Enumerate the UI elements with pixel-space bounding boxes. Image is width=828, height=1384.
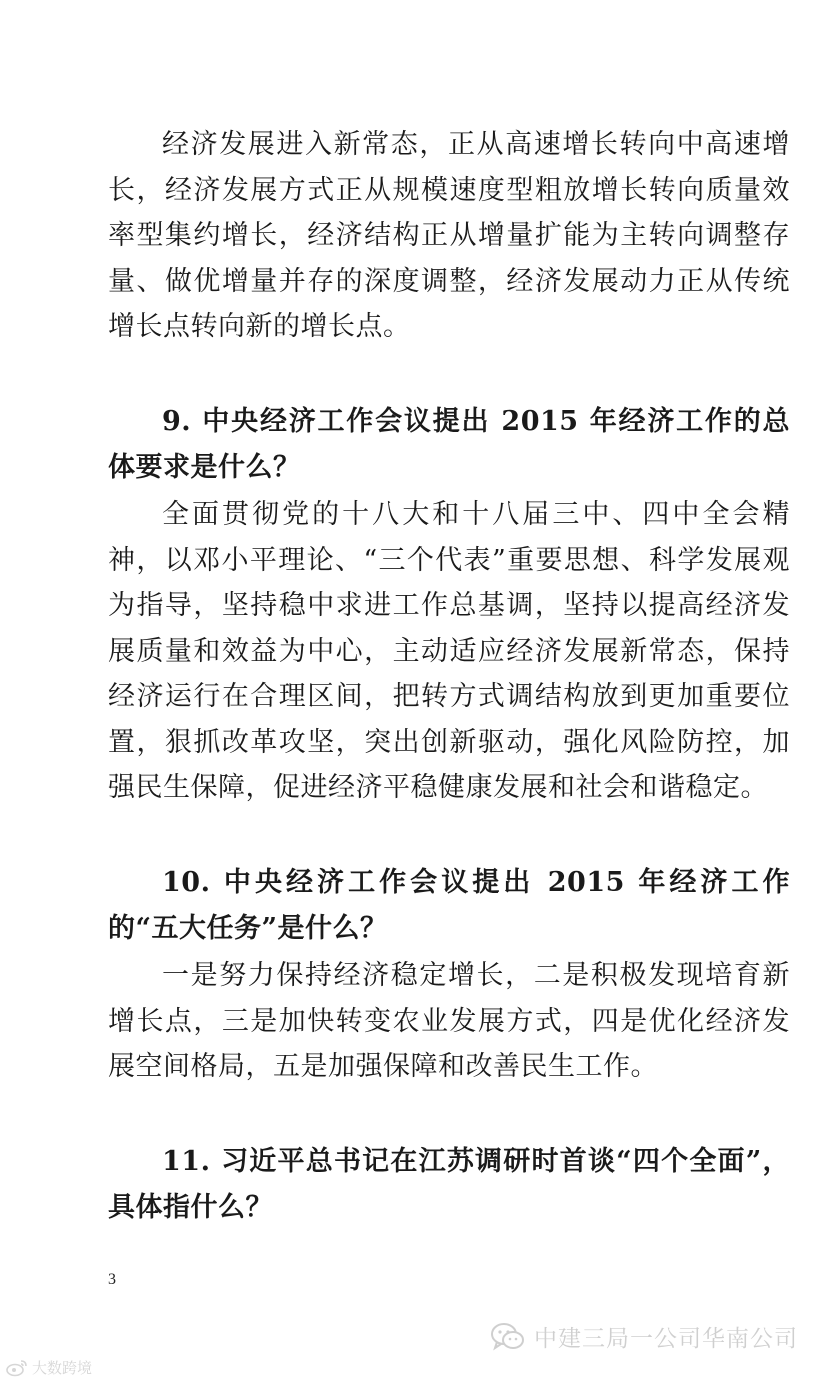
wechat-icon [490,1322,526,1352]
body-paragraph: 经济发展进入新常态，正从高速增长转向中高速增长，经济发展方式正从规模速度型粗放增长转向质量效率型集约增长，经济结构正从增量扩能为主转向调整存量、做优增量并存的深度调整，经济发展动力正从传统增长点转向新的增长点。 [108,129,790,342]
weibo-icon [6,1359,28,1377]
answer-paragraph-9: 全面贯彻党的十八大和十八届三中、四中全会精神，以邓小平理论、“三个代表”重要思想、科学发展观为指导，坚持稳中求进工作总基调，坚持以提高经济发展质量和效益为中心，主动适应经济发展新常态，保持经济运行在合理区间，把转方式调结构放到更加重要位置，狠抓改革攻坚，突出创新驱动，强化风险防控，加强民生保障，促进经济平稳健康发展和社会和谐稳定。 [108,499,790,803]
wechat-watermark [490,1320,798,1353]
weibo-source-name: 大数跨境 [32,1359,93,1377]
question-heading-9: 9. 中央经济工作会议提出 2015 年经济工作的总体要求是什么？ [108,406,790,483]
page-number: 3 [108,1271,116,1288]
wechat-account-name: 中建三局一公司华南公司 [534,1326,798,1352]
answer-paragraph-10: 一是努力保持经济稳定增长，二是积极发现培育新增长点，三是加快转变农业发展方式，四是优化经济发展空间格局，五是加强保障和改善民生工作。 [108,960,790,1082]
question-heading-10: 10. 中央经济工作会议提出 2015 年经济工作的“五大任务”是什么？ [108,867,790,944]
weibo-watermark [6,1357,92,1378]
question-heading-11: 11. 习近平总书记在江苏调研时首谈“四个全面”，具体指什么？ [108,1146,790,1223]
